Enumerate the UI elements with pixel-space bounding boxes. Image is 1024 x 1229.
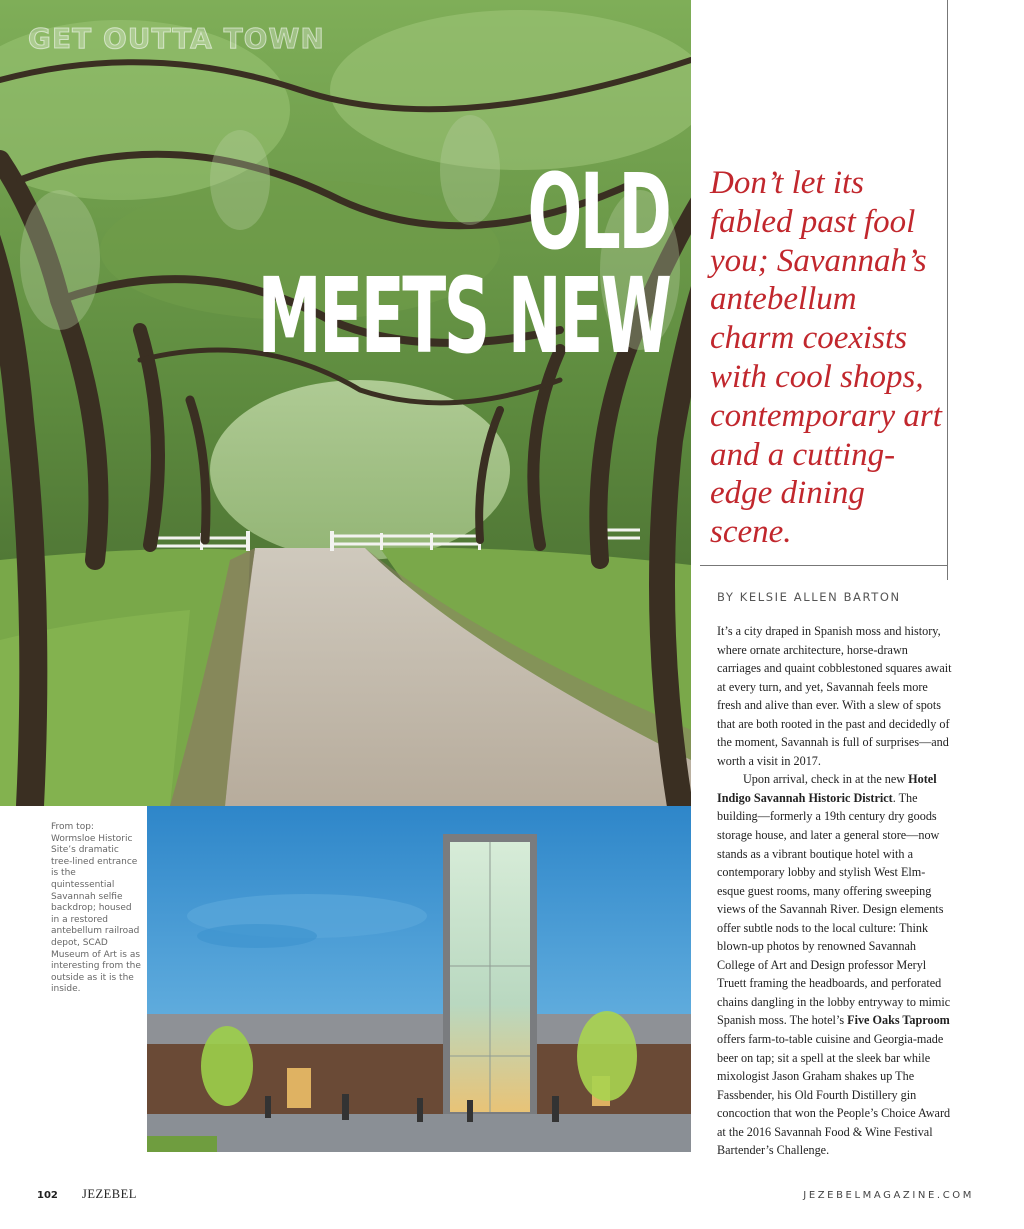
footer-website: JEZEBELMAGAZINE.COM: [803, 1190, 974, 1201]
headline: [257, 151, 669, 377]
oak-avenue-illustration: [0, 0, 691, 806]
article-body: [717, 622, 953, 1160]
scad-museum-illustration: [147, 806, 691, 1152]
headline-line-1: OLD: [527, 151, 669, 273]
horizontal-rule: [700, 565, 948, 566]
museum-photo-scad: [147, 806, 691, 1152]
dek: Don’t let its fabled past fool you; Savannah’s antebellum charm coexists with cool shops, contemporary art and a cutting-edge dining scene.: [710, 165, 942, 551]
byline: BY KELSIE ALLEN BARTON: [717, 590, 901, 604]
photo-caption: From top: Wormsloe Historic Site’s dramatic tree-lined entrance is the quintessential Savannah selfie backdrop; housed in a restored antebellum railroad depot, SCAD Museum of Art is as interesting from the outside as it is the inside.: [51, 822, 141, 995]
taproom-name: Five Oaks Taproom: [847, 1013, 950, 1028]
paragraph-1: It’s a city draped in Spanish moss and history, where ornate architecture, horse-drawn carriages and quaint cobblestoned squares await at every turn, and yet, Savannah feels more fresh and alive than ever. With a slew of spots that are both rooted in the past and decidedly of the moment, Savannah is full of surprises—and worth a visit in 2017.: [717, 624, 952, 768]
page-number: 102: [37, 1190, 58, 1201]
paragraph-2-text-c: offers farm-to-table cuisine and Georgia-made beer on tap; sit a spell at the sleek bar while mixologist Jason Graham shakes up The Fassbender, his Old Fourth Distillery gin concoction that won the People’s Choice Award at the 2016 Savannah Food & Wine Festival Bartender’s Challenge.: [717, 1032, 951, 1158]
hotel-name: Hotel Indigo Savannah Historic District: [717, 772, 937, 805]
paragraph-2-text-b: . The building—formerly a 19th century dry goods storage house, and later a general store—now stands as a vibrant boutique hotel with a contemporary lobby and stylish West Elm-esque guest rooms, many offering sweeping views of the Savannah River. Design elements offer subtle nods to the local culture: Think blown-up photos by renowned Savannah College of Art and Design professor Meryl Truett framing the headboards, and perforated chains dangling in the lobby entryway to mimic Spanish moss. The hotel’s: [717, 790, 951, 1028]
section-tag: GET OUTTA TOWN: [28, 22, 325, 55]
footer-logo: JEZEBEL: [82, 1187, 137, 1201]
paragraph-2: [717, 770, 953, 1159]
paragraph-2-text-a: Upon arrival, check in at the new: [743, 772, 909, 787]
headline-line-2: MEETS NEW: [257, 255, 669, 377]
hero-photo-oak-avenue: [0, 0, 691, 806]
vertical-rule: [947, 0, 948, 580]
